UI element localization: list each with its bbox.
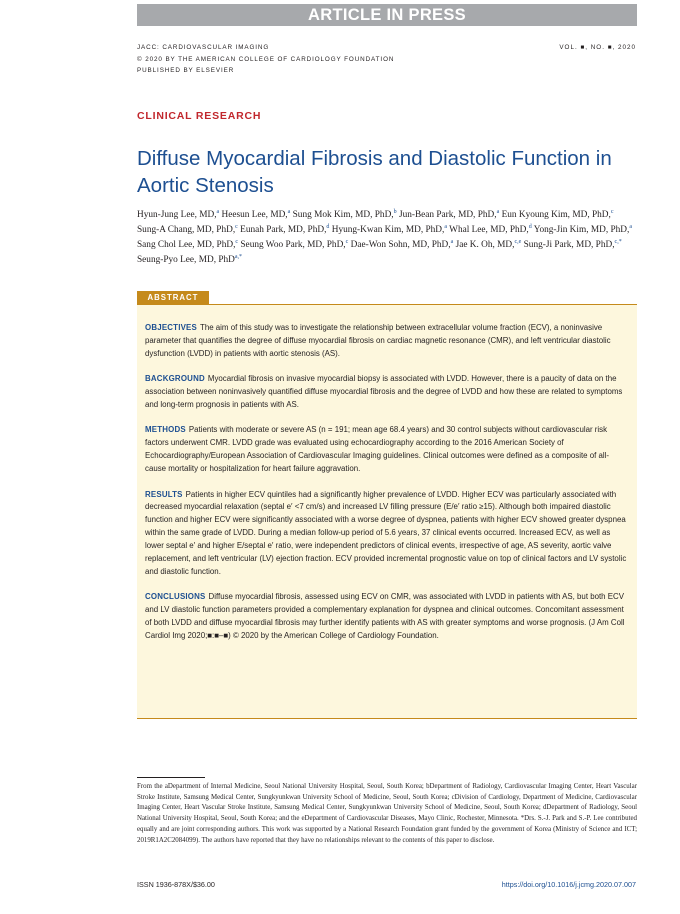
article-in-press-banner: ARTICLE IN PRESS [137, 4, 637, 26]
author-affiliation: a [629, 223, 633, 230]
author-affiliation: a [496, 208, 500, 215]
author [449, 225, 532, 235]
author-name: Seung-Pyo Lee, MD, PhD [137, 254, 235, 265]
author-affiliation: d [528, 223, 532, 230]
author-affiliation: a [287, 208, 291, 215]
author-affiliation: b [393, 208, 397, 215]
author [456, 240, 522, 250]
author-name: Sung Mok Kim, MD, PhD, [292, 210, 394, 220]
doi-link[interactable]: https://doi.org/10.1016/j.jcmg.2020.07.007 [501, 880, 636, 889]
author [399, 210, 499, 220]
author-name: Sang Chol Lee, MD, PhD, [137, 239, 236, 250]
issn: ISSN 1936-878X/$36.00 [137, 880, 215, 889]
author [222, 210, 291, 220]
journal-name: JACC: CARDIOVASCULAR IMAGING [137, 44, 270, 51]
author-name: Jae K. Oh, MD, [455, 239, 515, 250]
author-name: Whal Lee, MD, PhD, [449, 224, 529, 235]
publisher-line: PUBLISHED BY ELSEVIER [137, 67, 235, 74]
abstract-results [145, 489, 629, 579]
copyright-line: © 2020 BY THE AMERICAN COLLEGE OF CARDIOLOGY FOUNDATION [137, 55, 395, 63]
author-affiliation: c [610, 208, 614, 215]
author-affiliation: a [216, 208, 220, 215]
author [240, 225, 329, 235]
abstract-text: Myocardial fibrosis on invasive myocardial biopsy is associated with LVDD. However, there is a paucity of data on the association between noninvasively quantified diffuse myocardial fibrosis and the degree of LVDD and how these are related to symptoms and long-term prognosis in patients with AS. [145, 374, 623, 410]
author-name: Sung-Ji Park, MD, PhD, [523, 239, 615, 250]
article-title: Diffuse Myocardial Fibrosis and Diastolic Function in Aortic Stenosis [137, 147, 612, 197]
author-list [137, 208, 637, 268]
author [137, 240, 238, 250]
author [137, 210, 219, 220]
author-affiliation: c [345, 238, 349, 245]
author [137, 255, 242, 265]
volume-issue: VOL. ■, NO. ■, 2020 [559, 44, 636, 51]
author-name: Eun Kyoung Kim, MD, PhD, [501, 210, 611, 220]
abstract-label: ABSTRACT [137, 291, 209, 305]
abstract-text: The aim of this study was to investigate the relationship between extracellular volume fraction (ECV), a noninvasive parameter that quantifies the degree of diffuse myocardial fibrosis on cardiac magnetic resonance (CMR), and left ventricular diastolic dysfunction (LVDD) in patients with aortic stenosis (AS). [145, 323, 611, 358]
abstract-text: Patients with moderate or severe AS (n = 191; mean age 68.4 years) and 30 control subjects without cardiovascular risk factors underwent CMR. LVDD grade was evaluated using echocardiography according to the 2016 American Society of Echocardiography/European Association of Cardiovascular Imaging guidelines. Clinical outcomes were defined as a composite of all-cause mortality or hospitalization for heart failure aggravation. [145, 425, 610, 474]
author-name: Dae-Won Sohn, MD, PhD, [350, 239, 451, 250]
footnote-rule [137, 777, 205, 778]
abstract-heading: RESULTS [145, 489, 183, 499]
abstract-text: Diffuse myocardial fibrosis, assessed using ECV on CMR, was associated with LVDD in patients with AS, but both ECV and LV diastolic function parameters provided a complementary explanation for dyspnea and clinical outcomes. Concomitant assessment of both LVDD and diffuse myocardial fibrosis may further identify patients with AS with greater symptoms and worse prognosis. (J Am Coll Cardiol Img 2020;■:■–■) © 2020 by the American College of Cardiology Foundation. [145, 592, 625, 641]
author [332, 225, 447, 235]
abstract-heading: BACKGROUND [145, 374, 205, 384]
author [524, 240, 622, 250]
author-name: Hyun-Jung Lee, MD, [137, 210, 217, 220]
journal-masthead [137, 42, 394, 77]
author-affiliation: c,* [614, 238, 622, 245]
author-name: Heesun Lee, MD, [221, 210, 288, 220]
author [534, 225, 632, 235]
affiliations-footnote: From the aDepartment of Internal Medicine, Seoul National University Hospital, Seoul, South Korea; bDepartment of Radiology, Cardiovascular Imaging Center, Heart Vascular Stroke Institute, Samsung Medical Center, Sungkyunkwan University School of Medicine, Seoul, South Korea; cDivision of Cardiology, Department of Medicine, Cardiovascular Imaging Center, Heart Vascular Stroke Institute, Samsung Medical Center, Sungkyunkwan University School of Medicine, Seoul, South Korea; dDepartment of Radiology, Seoul National University Hospital, Seoul, South Korea; and the eDepartment of Cardiovascular Diseases, Mayo Clinic, Rochester, Minnesota. *Drs. S.-J. Park and S.-P. Lee contributed equally and are joint corresponding authors. This work was supported by a National Research Foundation grant funded by the government of Korea (Ministry of Science and ICT; 2019R1A2C2084099). The authors have reported that they have no relationships relevant to the contents of this paper to disclose. [137, 783, 637, 844]
author-affiliation: d [326, 223, 330, 230]
author-affiliation: c,e [514, 238, 522, 245]
author-affiliation: a [444, 223, 448, 230]
author-affiliation: a [450, 238, 454, 245]
abstract-objectives [145, 322, 629, 361]
abstract-heading: CONCLUSIONS [145, 592, 206, 602]
author-name: Seung Woo Park, MD, PhD, [240, 239, 346, 250]
author [240, 240, 348, 250]
author-name: Eunah Park, MD, PhD, [240, 224, 327, 235]
section-label: CLINICAL RESEARCH [137, 110, 262, 122]
author [502, 210, 614, 220]
author-name: Yong-Jin Kim, MD, PhD, [533, 224, 630, 235]
abstract-heading: METHODS [145, 425, 186, 435]
author-name: Hyung-Kwan Kim, MD, PhD, [331, 224, 445, 235]
author-name: Jun-Bean Park, MD, PhD, [398, 210, 497, 220]
abstract-text: Patients in higher ECV quintiles had a significantly higher prevalence of LVDD. Higher ECV was particularly associated with decreased myocardial relaxation (septal e′ <7 cm/s) and increased LV filling pressure (E/e′ ratio ≥15). Although both impaired diastolic function and higher ECV were significantly associated with a worse degree of dyspnea, patients with higher ECV showed greater dyspnea within the same grade of LVDD. During a median follow-up period of 5.6 years, 37 clinical events occurred. Increased ECV, as well as lower septal e′ and higher E/septal e′ ratio, were independent predictors of clinical events, irrespective of age, AS severity, aortic valve replacement, and left ventricular (LV) ejection fraction. ECV provided incremental prognostic value on top of clinical factors and LV systolic and diastolic function. [145, 489, 627, 576]
abstract-conclusions [145, 591, 629, 643]
abstract-heading: OBJECTIVES [145, 323, 197, 332]
abstract-background [145, 373, 629, 412]
author-name: Sung-A Chang, MD, PhD, [137, 224, 236, 235]
author-affiliation: a,* [234, 253, 243, 260]
abstract-methods [145, 424, 629, 476]
author [293, 210, 397, 220]
author-affiliation: c [235, 238, 239, 245]
abstract-box [137, 305, 637, 719]
author [351, 240, 454, 250]
author-affiliation: c [235, 223, 238, 230]
author [137, 225, 238, 235]
